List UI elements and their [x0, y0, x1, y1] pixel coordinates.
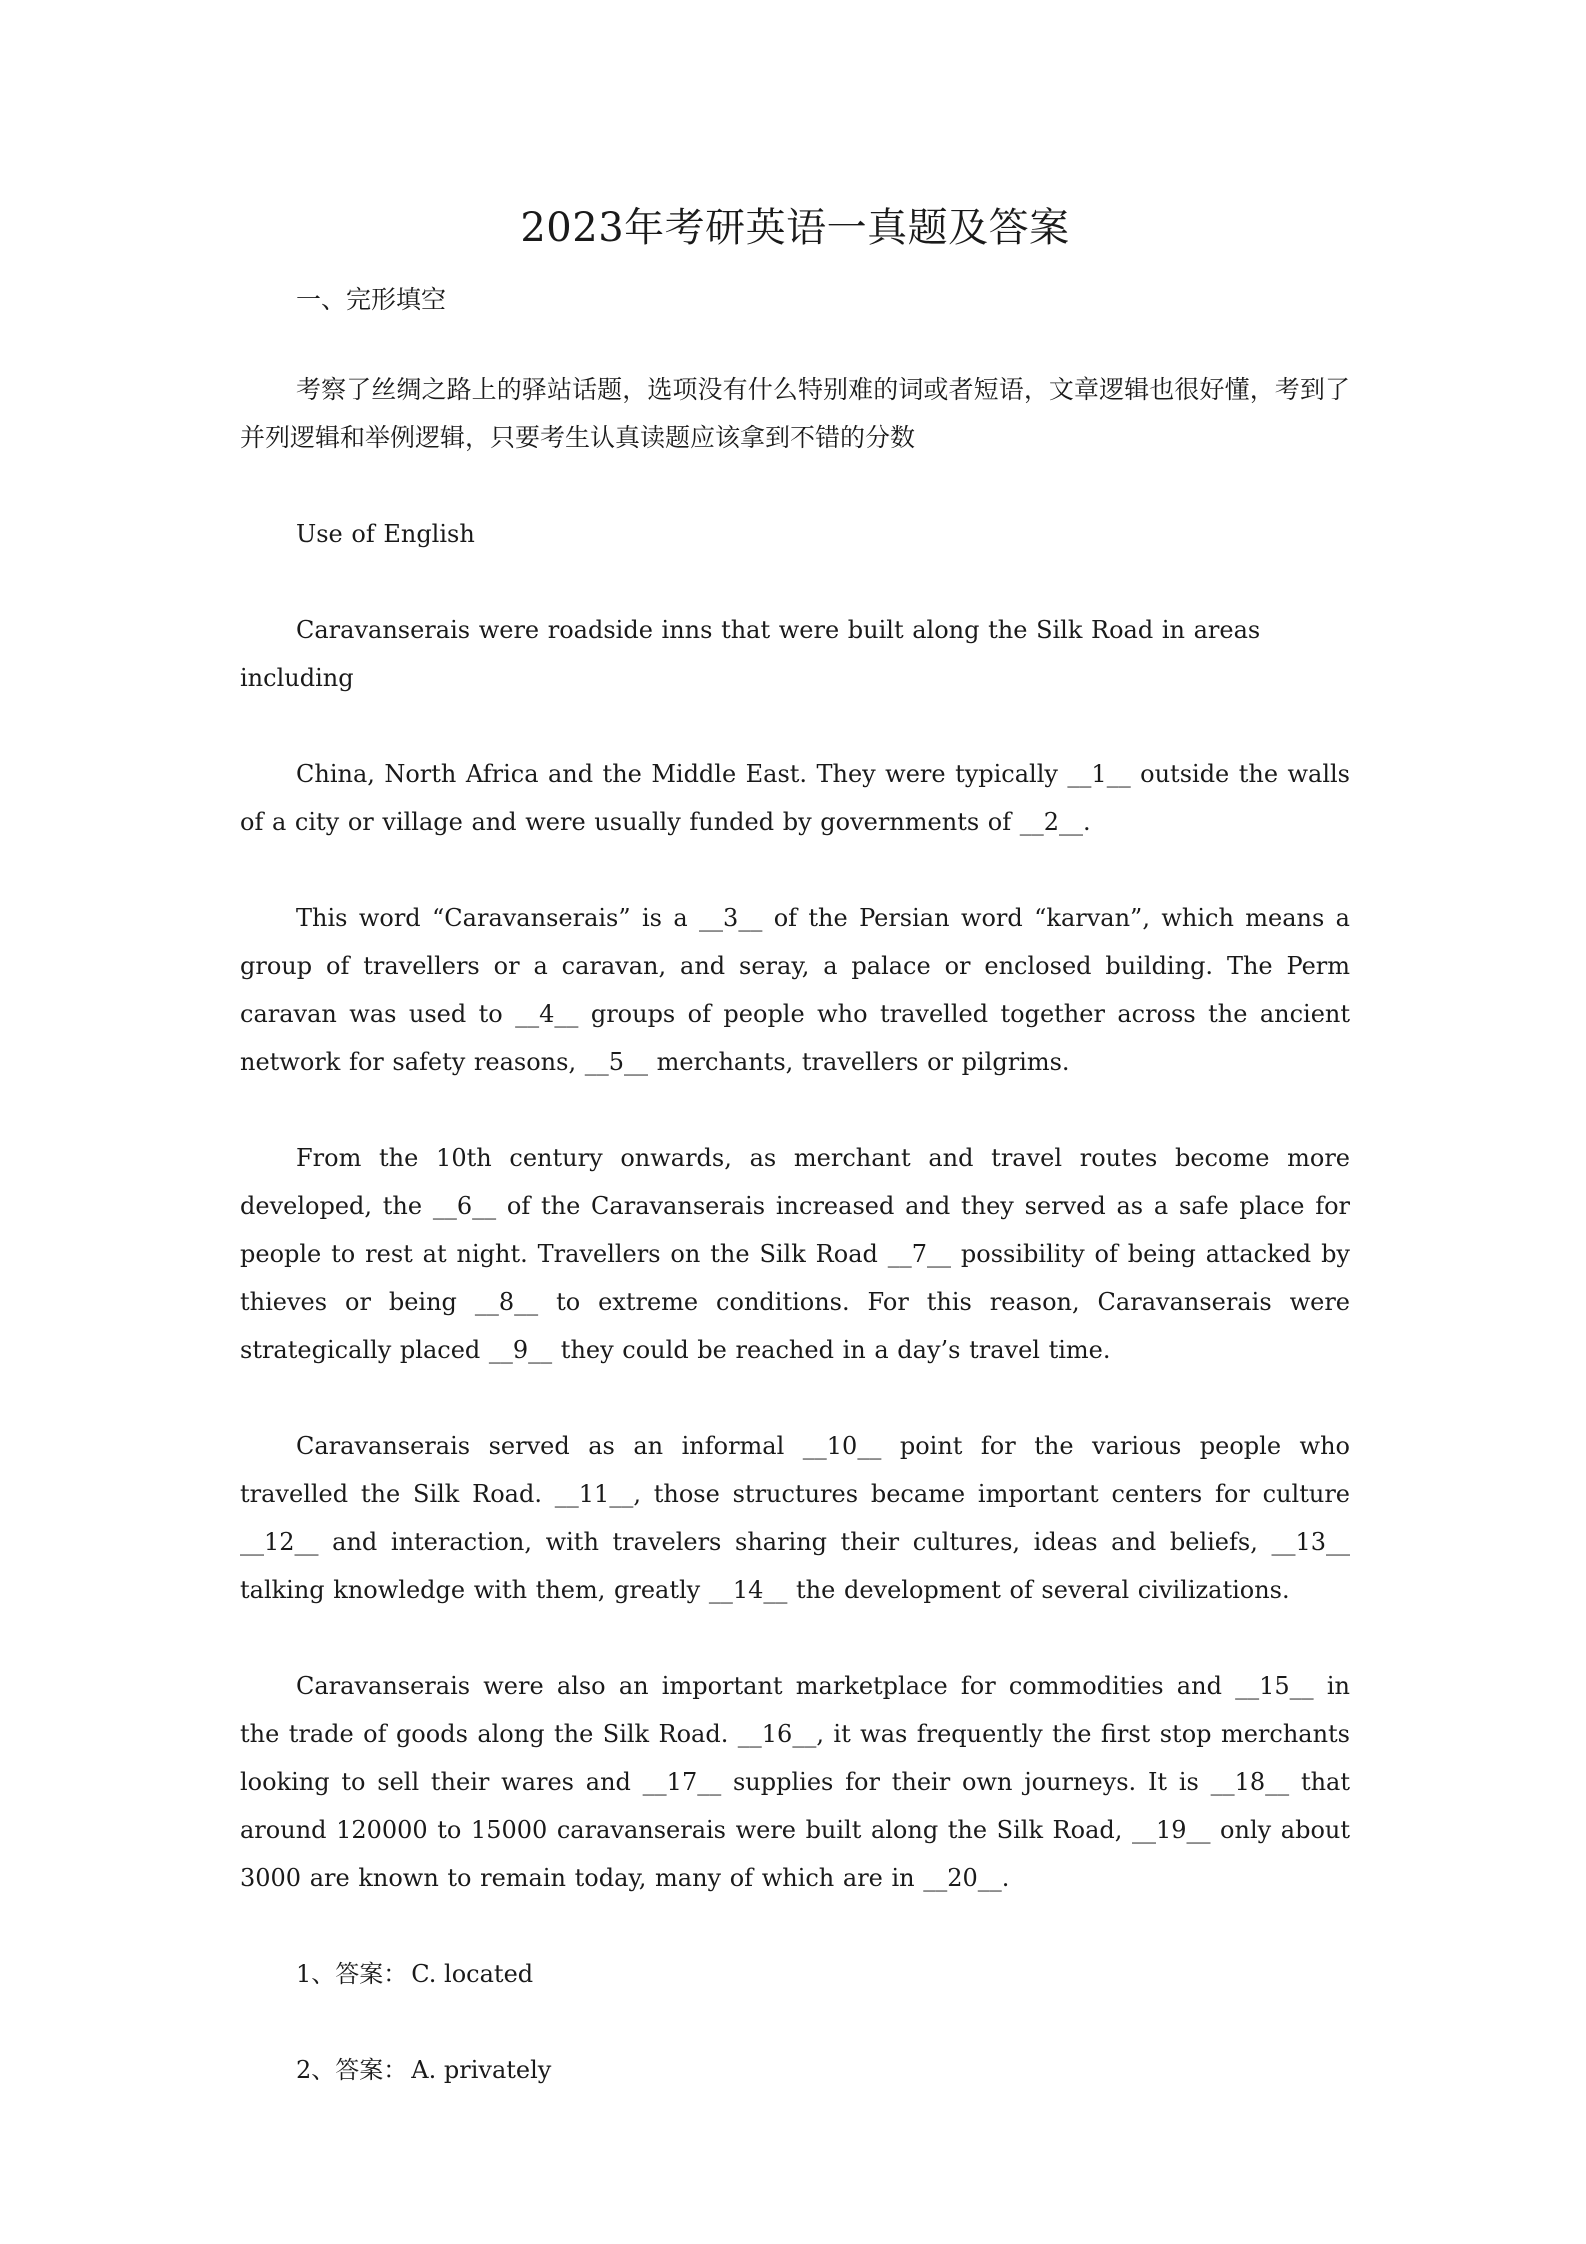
answer-label: 答案： — [335, 2056, 408, 2084]
section-heading: 一、完形填空 — [296, 285, 447, 314]
answer-label: 答案： — [335, 1960, 408, 1988]
answer-number: 1、 — [296, 1960, 336, 1988]
passage-paragraph: This word “Caravanserais” is a __3__ of the Persian word “karvan”, which means a group of travellers or a caravan, and seray, a palace or enclosed building. The Perm caravan was used to __4__ groups of people who travelled together across the ancient network for safety reasons, __5__ merchants, travellers or pilgrims. — [240, 904, 1350, 1076]
page-title: 2023年考研英语一真题及答案 — [520, 205, 1070, 251]
intro-paragraph: 考察了丝绸之路上的驿站话题，选项没有什么特别难的词或者短语，文章逻辑也很好懂，考到了并列逻辑和举例逻辑，只要考生认真读题应该拿到不错的分数 — [240, 375, 1350, 452]
answer-item — [240, 2046, 1350, 2094]
answer-value: A. privately — [411, 2056, 552, 2084]
answer-item — [240, 1950, 1350, 1998]
subheading: Use of English — [296, 520, 475, 548]
passage-paragraph: Caravanserais were also an important marketplace for commodities and __15__ in the trade of goods along the Silk Road. __16__, it was frequently the first stop merchants looking to sell their wares and __17__ supplies for their own journeys. It is __18__ that around 120000 to 15000 caravanserais were built along the Silk Road, __19__ only about 3000 are known to remain today, many of which are in __20__. — [240, 1672, 1350, 1892]
answer-number: 2、 — [296, 2056, 336, 2084]
passage-paragraph: China, North Africa and the Middle East. They were typically __1__ outside the walls of a city or village and were usually funded by governments of __2__. — [240, 760, 1350, 836]
answer-value: C. located — [411, 1960, 534, 1988]
document-page — [240, 200, 1350, 2142]
passage-paragraph: From the 10th century onwards, as merchant and travel routes become more developed, the __6__ of the Caravanserais increased and they served as a safe place for people to rest at night. Travellers on the Silk Road __7__ possibility of being attacked by thieves or being __8__ to extreme conditions. For this reason, Caravanserais were strategically placed __9__ they could be reached in a day’s travel time. — [240, 1144, 1350, 1364]
passage-paragraph: Caravanserais served as an informal __10__ point for the various people who travelled the Silk Road. __11__, those structures became important centers for culture __12__ and interaction, with travelers sharing their cultures, ideas and beliefs, __13__ talking knowledge with them, greatly __14__ the development of several civilizations. — [240, 1432, 1350, 1604]
passage-paragraph: Caravanserais were roadside inns that were built along the Silk Road in areas including — [240, 616, 1261, 692]
